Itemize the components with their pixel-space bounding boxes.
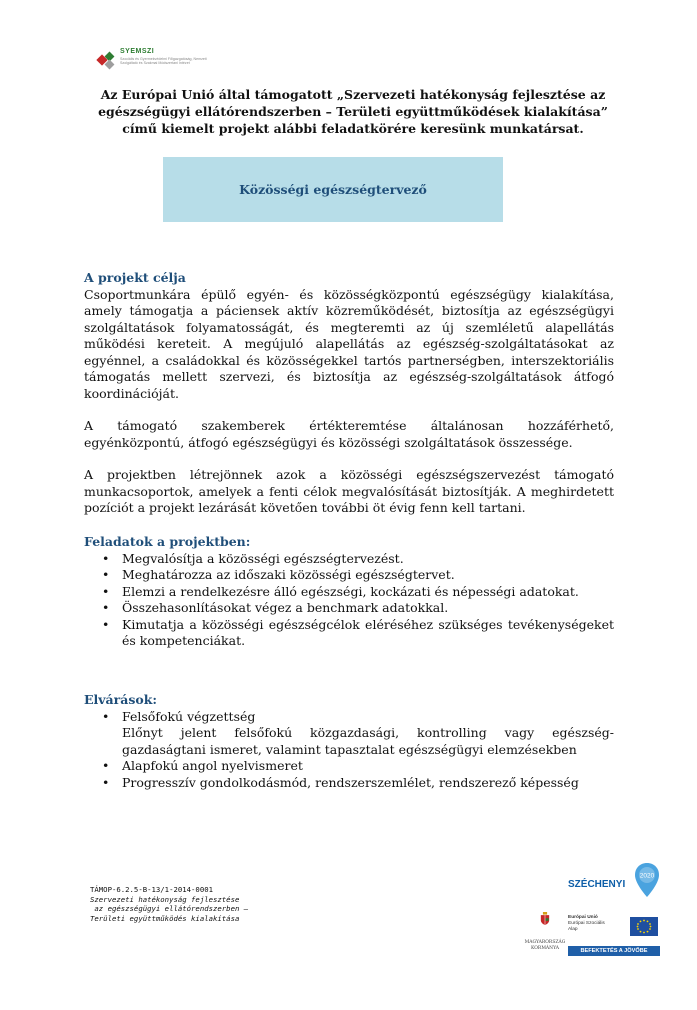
coat-of-arms-icon <box>525 912 565 938</box>
eu-line: Európai Szociális <box>568 921 605 926</box>
szechenyi-logo <box>560 862 660 906</box>
tasks-heading: Feladatok a projektben: <box>84 534 251 549</box>
footer-line: Területi együttműködés kialakítása <box>90 913 240 923</box>
requirement-text: • Felsőfokú végzettség <box>122 708 256 724</box>
footer-project-code <box>90 885 320 923</box>
project-goal-section <box>84 270 614 517</box>
requirement-text: Progresszív gondolkodásmód, rendszerszemlélet, rendszerező képesség <box>122 774 579 790</box>
footer-line: Szervezeti hatékonyság fejlesztése <box>90 894 240 904</box>
list-item <box>84 775 614 792</box>
government-line: KORMÁNYA <box>531 946 559 951</box>
project-goal-paragraph: A támogató szakemberek értékteremtése általánosan hozzáférhető, egyénközpontú, átfogó egészségügyi és közösségi szolgáltatások összessége. <box>84 418 614 450</box>
position-title: Közösségi egészségtervező <box>239 182 427 197</box>
tasks-section <box>84 534 614 650</box>
logo-name: SYEMSZI <box>120 48 155 55</box>
list-item: • Meghatározza az időszaki közösségi egészségtervet. <box>84 567 614 584</box>
eu-flag-icon <box>630 917 658 936</box>
eu-text <box>568 915 626 933</box>
list-item <box>84 758 614 775</box>
szechenyi-text: SZÉCHENYI <box>568 879 626 890</box>
footer-code: TÁMOP-6.2.5-B-13/1-2014-0001 <box>90 885 214 894</box>
requirements-heading: Elvárások: <box>84 692 157 707</box>
logo-mark-icon <box>96 50 118 72</box>
eu-logo <box>568 915 660 945</box>
list-item: • Összehasonlításokat végez a benchmark adatokkal. <box>84 600 614 617</box>
requirements-section <box>84 692 614 791</box>
tasks-list <box>84 551 614 650</box>
list-item: • Kimutatja a közösségi egészségcélok eléréséhez szükséges tevékenységeket és kompetenciákat. <box>84 617 614 650</box>
requirement-detail: Előnyt jelent felsőfokú közgazdasági, kontrolling vagy egészség-gazdaságtani ismeret, valamint tapasztalat egészségügyi elemzésekben <box>122 725 614 757</box>
list-item: • Megvalósítja a közösségi egészségtervezést. <box>84 551 614 568</box>
map-pin-icon <box>634 862 660 898</box>
project-goal-paragraph: Csoportmunkára épülő egyén- és közösségközpontú egészségügy kialakítása, amely támogatja a páciensek aktív közreműködését, biztosítja az egészségügyi szolgáltatások folyamatosságát, és megteremti az új szemléletű alapellátás működési kereteit. A megújuló alapellátás az egészség-szolgáltatásokat az egyénnel, a családokkal és közösségekkel tartós partnerségben, interszektoriális támogatás mellett szervezi, és biztosítja az egészség-szolgáltatások átfogó koordinációját. <box>84 286 614 401</box>
footer-line: az egészségügyi ellátórendszerben – <box>90 904 249 913</box>
position-title-box <box>163 157 503 222</box>
szechenyi-year: 2020 <box>639 872 655 880</box>
requirement-text: Alapfokú angol nyelvismeret <box>122 758 303 773</box>
government-label <box>520 940 570 952</box>
list-item <box>84 709 614 759</box>
invest-slogan: BEFEKTETÉS A JÖVŐBE <box>568 946 660 956</box>
requirements-list <box>84 709 614 792</box>
list-item: • Elemzi a rendelkezésre álló egészségi, kockázati és népességi adatokat. <box>84 584 614 601</box>
project-goal-heading: A projekt célja <box>84 270 186 285</box>
project-goal-paragraph: A projektben létrejönnek azok a közösségi egészségszervezést támogató munkacsoportok, amelyek a fenti célok megvalósítását biztosítják. A meghirdetett pozíciót a projekt lezárását követően további öt évig fenn kell tartani. <box>84 467 614 515</box>
intro-text: Az Európai Unió által támogatott „Szervezeti hatékonyság fejlesztése az egészségügyi ellátórendszerben – Területi együttműködések kialakítása” című kiemelt projekt alábbi feladatkörére keresünk munkatársat. <box>98 87 608 136</box>
eu-line: Európai Unió <box>568 915 598 920</box>
government-line: MAGYARORSZÁG <box>524 940 566 945</box>
organization-logo <box>96 44 216 80</box>
logo-subtitle: Szociális és Gyermekvédelmi Főigazgatóság, Nemzeti Szolgáltató és Szakmai Módszertani Intézet <box>120 57 207 66</box>
eu-line: Alap <box>568 927 578 932</box>
